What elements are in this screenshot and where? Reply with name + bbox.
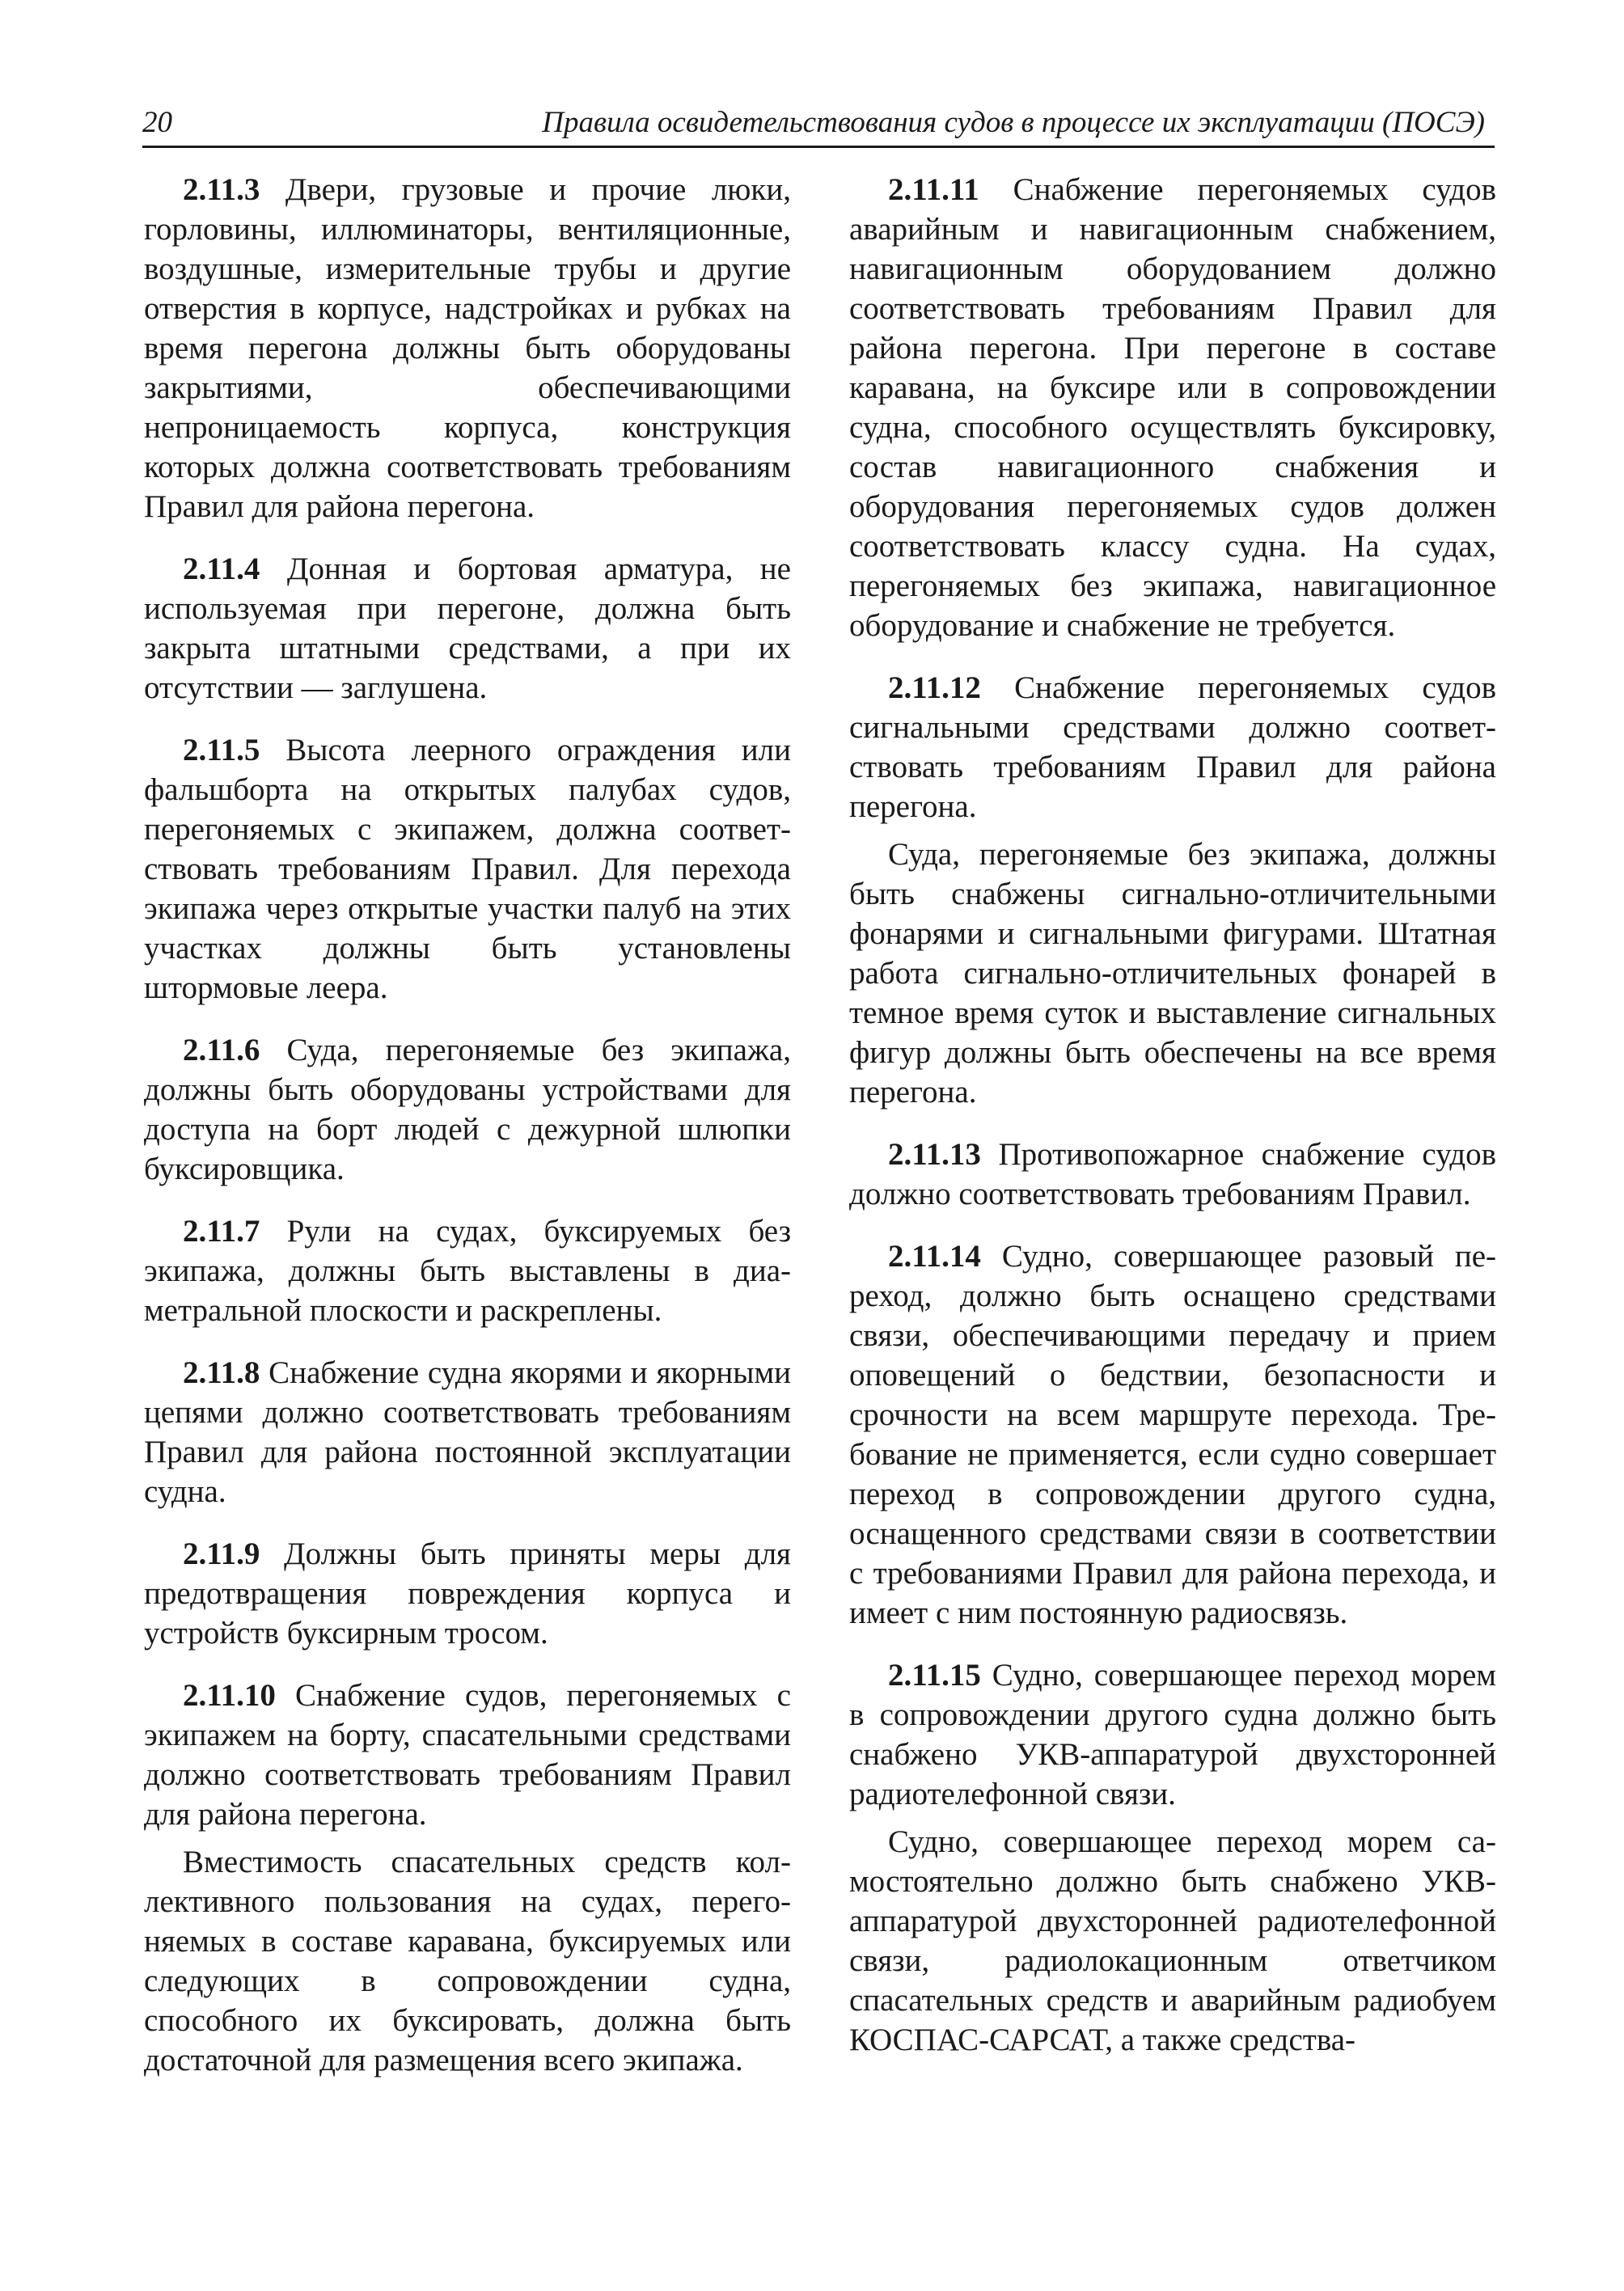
paragraph-text: Суда, перегоняемые без экипажа, должны быть оборудованы устройствами для доступа на борт людей с дежурной шлюпки буксировщика. (144, 1033, 791, 1186)
paragraph-2-11-7 (144, 1211, 791, 1330)
paragraph-2-11-13 (849, 1135, 1496, 1214)
clause-number: 2.11.5 (183, 733, 260, 767)
paragraph-text: Противопожарное снабжение судов должно соответствовать требованиям Правил. (849, 1137, 1496, 1211)
clause-number: 2.11.11 (888, 172, 979, 207)
clause-number: 2.11.15 (888, 1658, 981, 1693)
document-title: Правила освидетельствования судов в процессе их эксплуатации (ПОСЭ) (542, 106, 1485, 139)
paragraph-text: Судно, совершающее переход морем самостоятельно должно быть снабжено УКВ-аппаратурой двухсторонней радиотелефонной связи, радиолокационным ответчиком спасательных средств и аварийным радиобуем КОСПАС-САРСАТ, а также средства- (849, 1824, 1496, 2057)
clause-number: 2.11.12 (888, 670, 981, 705)
paragraph-text: Вместимость спасательных средств коллективного пользования на судах, перегоняемых в составе каравана, буксируемых или следующих в сопровождении судна, способного их буксировать, должна быть достаточной для размещения всего экипажа. (144, 1845, 791, 2078)
paragraph-2-11-15 (849, 1655, 1496, 1814)
clause-number: 2.11.13 (888, 1137, 981, 1172)
paragraph-2-11-12-continued (849, 835, 1496, 1112)
paragraph-2-11-9 (144, 1534, 791, 1653)
clause-number: 2.11.7 (183, 1214, 260, 1249)
clause-number: 2.11.9 (183, 1536, 260, 1571)
paragraph-2-11-14 (849, 1236, 1496, 1633)
paragraph-2-11-6 (144, 1030, 791, 1189)
paragraph-text: Снабжение судна якорями и якорными цепями должно соответствовать требованиям Правил для района постоянной эксплуатации судна. (144, 1355, 791, 1509)
paragraph-text: Высота леерного ограждения или фальшборта на открытых палубах судов, перегоняемых с экипажем, должна соответствовать требованиям Правил. Для перехода экипажа через открытые участки палуб на этих участках должны быть установлены штормовые леера. (144, 733, 791, 1005)
paragraph-text: Снабжение судов, перегоняемых с экипажем на борту, спасательными средствами должно соответствовать требованиям Правил для района перегона. (144, 1678, 791, 1832)
paragraph-2-11-12 (849, 668, 1496, 826)
paragraph-text: Снабжение перегоняемых судов аварийным и навигационным снабжением, навигационным оборудованием должно соответствовать требованиям Правил для района перегона. При перегоне в составе каравана, на буксире или в сопровождении судна, способного осуществлять буксировку, состав навигационного снабжения и оборудования перегоняемых судов должен соответствовать классу судна. На судах, перегоняемых без экипажа, навигационное оборудование и снабжение не требуется. (849, 172, 1496, 643)
paragraph-2-11-15-continued (849, 1822, 1496, 2060)
paragraph-text: Суда, перегоняемые без экипажа, должны быть снабжены сигнально-отличительными фонарями и сигнальными фигурами. Штатная работа сигнально-отличительных фонарей в темное время суток и выставление сигнальных фигур должны быть обеспечены на все время перегона. (849, 837, 1496, 1110)
clause-number: 2.11.4 (183, 552, 260, 586)
paragraph-2-11-10 (144, 1676, 791, 1834)
page-number: 20 (142, 106, 172, 139)
right-column (849, 170, 1496, 2082)
paragraph-text: Рули на судах, буксируемых без экипажа, должны быть выставлены в диаметральной плоскости и раскреплены. (144, 1214, 791, 1328)
running-header (142, 104, 1495, 148)
paragraph-text: Судно, совершающее переход морем в сопровождении другого судна должно быть снабжено УКВ-аппаратурой двухсторонней радиотелефонной связи. (849, 1658, 1496, 1811)
paragraph-text: Снабжение перегоняемых судов сигнальными средствами должно соответствовать требованиям Правил для района перегона. (849, 670, 1496, 824)
paragraph-2-11-3 (144, 170, 791, 526)
paragraph-2-11-5 (144, 730, 791, 1008)
paragraph-2-11-11 (849, 170, 1496, 645)
paragraph-text: Донная и бортовая арматура, не используемая при перегоне, должна быть закрыта штатными средствами, а при их отсутствии — заглушена. (144, 552, 791, 705)
clause-number: 2.11.14 (888, 1239, 981, 1274)
paragraph-2-11-10-continued (144, 1842, 791, 2080)
clause-number: 2.11.10 (183, 1678, 276, 1713)
left-column (144, 170, 791, 2103)
paragraph-2-11-4 (144, 549, 791, 708)
paragraph-2-11-8 (144, 1353, 791, 1511)
paragraph-text: Должны быть приняты меры для предотвращения повреждения корпуса и устройств буксирным тросом. (144, 1536, 791, 1651)
clause-number: 2.11.6 (183, 1033, 260, 1067)
paragraph-text: Двери, грузовые и прочие люки, горловины, иллюминаторы, вентиляционные, воздушные, измерительные трубы и другие отверстия в корпусе, надстройках и рубках на время перегона должны быть оборудованы закрытиями, обеспечивающими непроницаемость корпуса, конструкция которых должна соответствовать требованиям Правил для района перегона. (144, 172, 791, 524)
clause-number: 2.11.3 (183, 172, 260, 207)
clause-number: 2.11.8 (183, 1355, 260, 1390)
paragraph-text: Судно, совершающее разовый переход, должно быть оснащено средствами связи, обеспечивающими передачу и прием оповещений о бедствии, безопасности и срочности на всем маршруте перехода. Требование не применяется, если судно совершает переход в сопровождении другого судна, оснащенного средствами связи в соответствии с требованиями Правил для района перехода, и имеет с ним постоянную радиосвязь. (849, 1239, 1496, 1630)
